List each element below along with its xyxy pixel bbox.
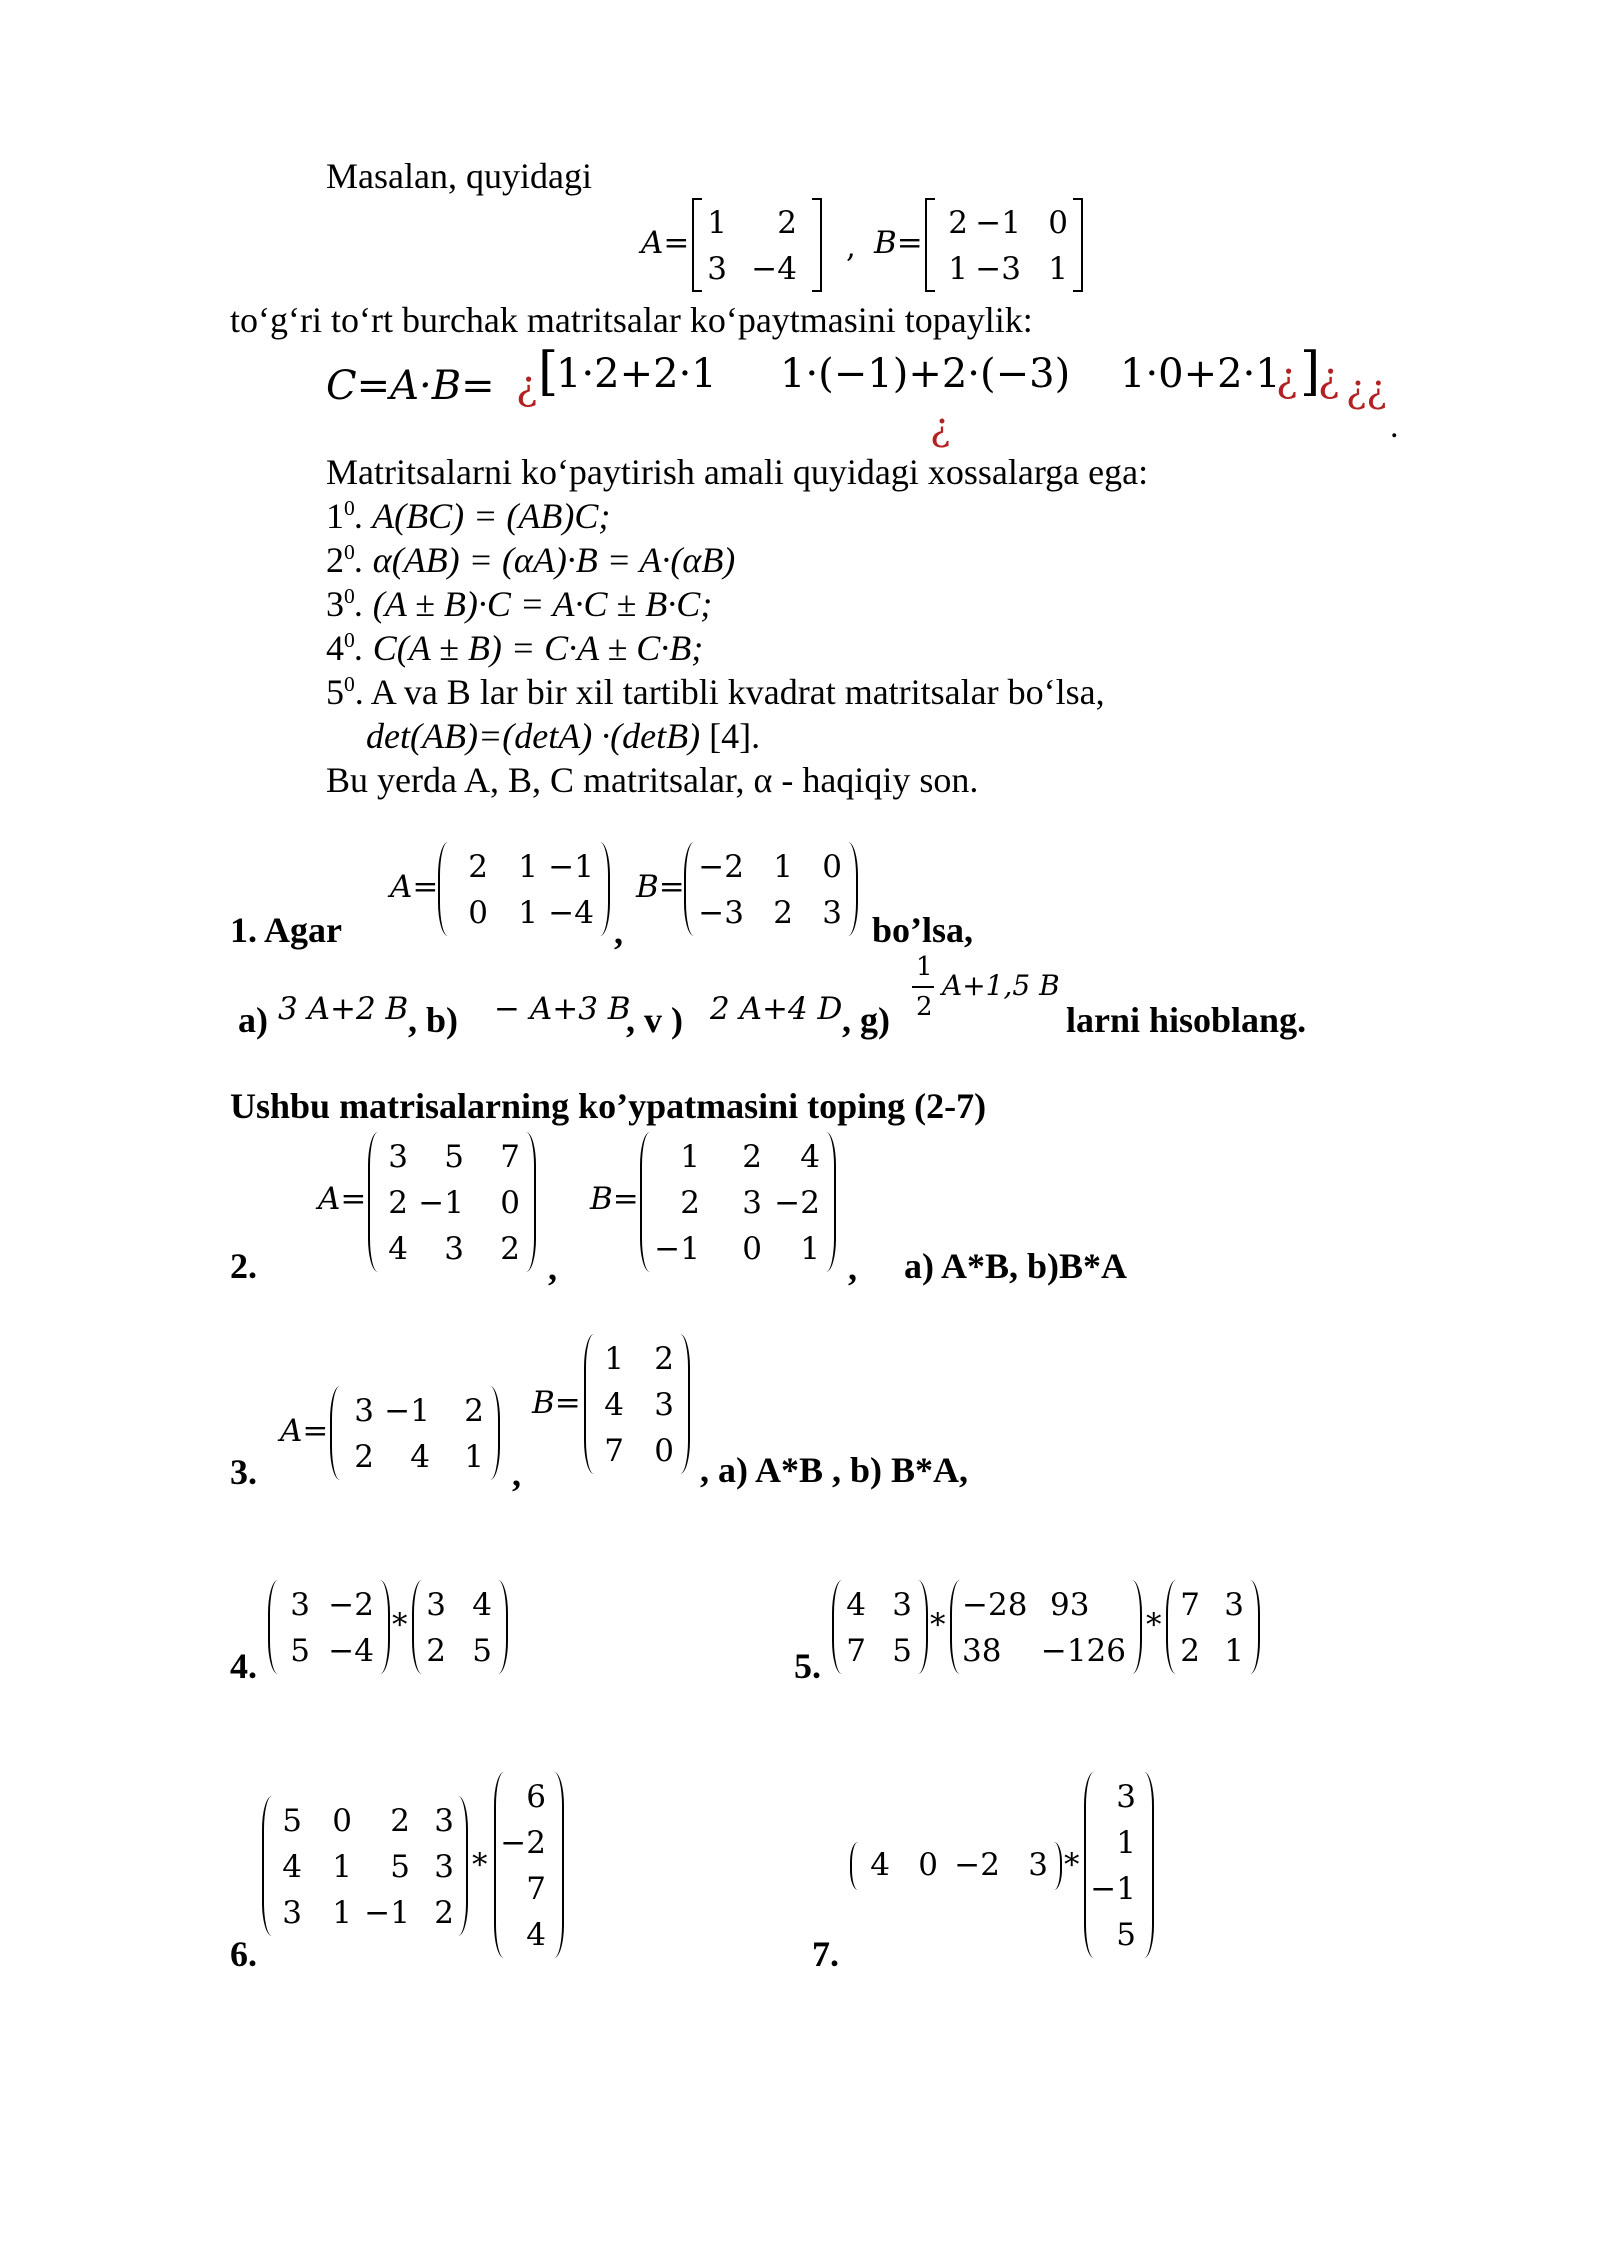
matrix-b-label: B= bbox=[532, 1385, 581, 1421]
fraction-denominator: 2 bbox=[916, 992, 933, 1022]
intro-matrix-b: 2 −1 0 1 −3 1 bbox=[925, 198, 1083, 292]
property-5-det: det(AB)=(detA) ·(detB) [4]. bbox=[366, 716, 761, 756]
ex6-matrix-1: 5 0 2 3 4 1 5 3 3 1 −1 2 bbox=[262, 1796, 468, 1936]
properties-note: Bu yerda A, B, C matritsalar, α - haqiqiy son. bbox=[326, 760, 979, 800]
intro-matrix-a: 1 2 3 −4 bbox=[692, 198, 822, 292]
fraction-numerator: 1 bbox=[916, 952, 933, 982]
ex4-matrix-1: 3 −2 5 −4 bbox=[268, 1580, 390, 1674]
multiply-sign: * bbox=[1064, 1847, 1080, 1883]
comma: , bbox=[846, 229, 856, 265]
ex5-matrix-1: 4 3 7 5 bbox=[832, 1580, 928, 1674]
matrix-a-label: A= bbox=[318, 1181, 367, 1217]
c-element-2: 1·(−1)+2·(−3) bbox=[780, 351, 1071, 397]
comma: , bbox=[614, 912, 623, 952]
comma: , bbox=[548, 1248, 557, 1288]
task-v-expr: 2 A+4 D bbox=[710, 991, 843, 1027]
exercise-7-number: 7. bbox=[812, 1934, 839, 1974]
ex5-matrix-3: 7 3 2 1 bbox=[1166, 1580, 1260, 1674]
c-bracket-close: ] bbox=[1300, 342, 1321, 402]
comma: , bbox=[848, 1248, 857, 1288]
property-1: $1^0$. A(BC) = (AB)C; bbox=[326, 496, 611, 536]
ex1-matrix-a: 2 1 −1 0 1 −4 bbox=[438, 842, 610, 936]
ex3-matrix-b: 1 2 4 3 7 0 bbox=[584, 1334, 690, 1474]
broken-glyph-pair: ¿¿ bbox=[1346, 367, 1387, 411]
bolsa-text: bo’lsa, bbox=[872, 910, 974, 950]
broken-glyph: ¿ bbox=[1276, 355, 1298, 401]
task-g-expr: A+1,5 B bbox=[942, 969, 1060, 1002]
multiply-sign: * bbox=[472, 1847, 488, 1883]
task-b-expr: − A+3 B bbox=[494, 991, 631, 1027]
exercise-5-number: 5. bbox=[794, 1646, 821, 1686]
exercise-2-number: 2. bbox=[230, 1246, 257, 1286]
comma: , bbox=[512, 1454, 521, 1494]
task-v-label: , v ) bbox=[626, 1000, 683, 1040]
multiply-sign: * bbox=[1146, 1607, 1162, 1643]
section-title: Ushbu matrisalarning ko’ypatmasini toping (2-7) bbox=[230, 1086, 987, 1126]
ex4-matrix-2: 3 4 2 5 bbox=[412, 1580, 508, 1674]
property-5: $5^0$. A va B lar bir xil tartibli kvadrat matritsalar bo‘lsa, bbox=[326, 672, 1105, 712]
ex7-matrix-2: 3 1 −1 5 bbox=[1084, 1772, 1154, 1958]
properties-heading: Matritsalarni ko‘paytirish amali quyidagi xossalarga ega: bbox=[326, 452, 1149, 492]
exercise-2-tasks: a) A*B, b)B*A bbox=[904, 1246, 1128, 1286]
c-element-1: 1·2+2·1 bbox=[556, 351, 717, 397]
matrix-b-label: B= bbox=[590, 1181, 639, 1217]
multiply-sign: * bbox=[392, 1607, 408, 1643]
matrix-b-label: B= bbox=[874, 225, 923, 261]
intro-text-2: to‘g‘ri to‘rt burchak matritsalar ko‘paytmasini topaylik: bbox=[230, 300, 1033, 340]
task-instruction: larni hisoblang. bbox=[1066, 1000, 1307, 1040]
task-a-label: a) bbox=[238, 1000, 268, 1040]
broken-glyph: ¿ bbox=[516, 363, 538, 409]
broken-glyph: ¿ bbox=[1318, 355, 1340, 401]
ex6-matrix-2: 6 −2 7 4 bbox=[494, 1772, 564, 1958]
exercise-4-number: 4. bbox=[230, 1646, 257, 1686]
exercise-6-number: 6. bbox=[230, 1934, 257, 1974]
task-b-label: , b) bbox=[408, 1000, 459, 1040]
matrix-a-label: A= bbox=[280, 1413, 329, 1449]
fraction-bar bbox=[912, 986, 934, 988]
ex3-matrix-a: 3 −1 2 2 4 1 bbox=[330, 1386, 500, 1480]
property-4: $4^0$. C(A ± B) = C·A ± C·B; bbox=[326, 628, 704, 668]
exercise-3-tasks: , a) A*B , b) B*A, bbox=[700, 1450, 969, 1490]
ex2-matrix-b: 1 2 4 2 3 −2 −1 0 1 bbox=[640, 1132, 836, 1272]
matrix-a-label: A= bbox=[390, 869, 439, 905]
matrix-a-label: A= bbox=[641, 225, 690, 261]
task-a-expr: 3 A+2 B bbox=[278, 991, 409, 1027]
c-element-3: 1·0+2·1 bbox=[1120, 351, 1281, 397]
c-bracket-open: [ bbox=[538, 342, 559, 402]
multiply-sign: * bbox=[930, 1607, 946, 1643]
property-2: $2^0$. α(AB) = (αA)·B = A·(αB) bbox=[326, 540, 736, 580]
c-equation-label: C=A·B= bbox=[326, 363, 495, 409]
exercise-3-number: 3. bbox=[230, 1452, 257, 1492]
ex5-matrix-2: −28 93 38 −126 bbox=[950, 1580, 1142, 1674]
exercise-1-label: 1. Agar bbox=[230, 910, 342, 950]
task-g-label: , g) bbox=[842, 1000, 890, 1040]
ex2-matrix-a: 3 5 7 2 −1 0 4 3 2 bbox=[368, 1132, 536, 1272]
ex7-matrix-1: 4 0 −2 3 bbox=[850, 1842, 1062, 1890]
intro-text: Masalan, quyidagi bbox=[326, 156, 592, 196]
broken-glyph: ¿ bbox=[930, 405, 951, 449]
trailing-dot: . bbox=[1390, 408, 1399, 445]
ex1-matrix-b: −2 1 0 −3 2 3 bbox=[684, 842, 858, 936]
matrix-b-label: B= bbox=[636, 869, 685, 905]
property-3: $3^0$. (A ± B)·C = A·C ± B·C; bbox=[326, 584, 713, 624]
